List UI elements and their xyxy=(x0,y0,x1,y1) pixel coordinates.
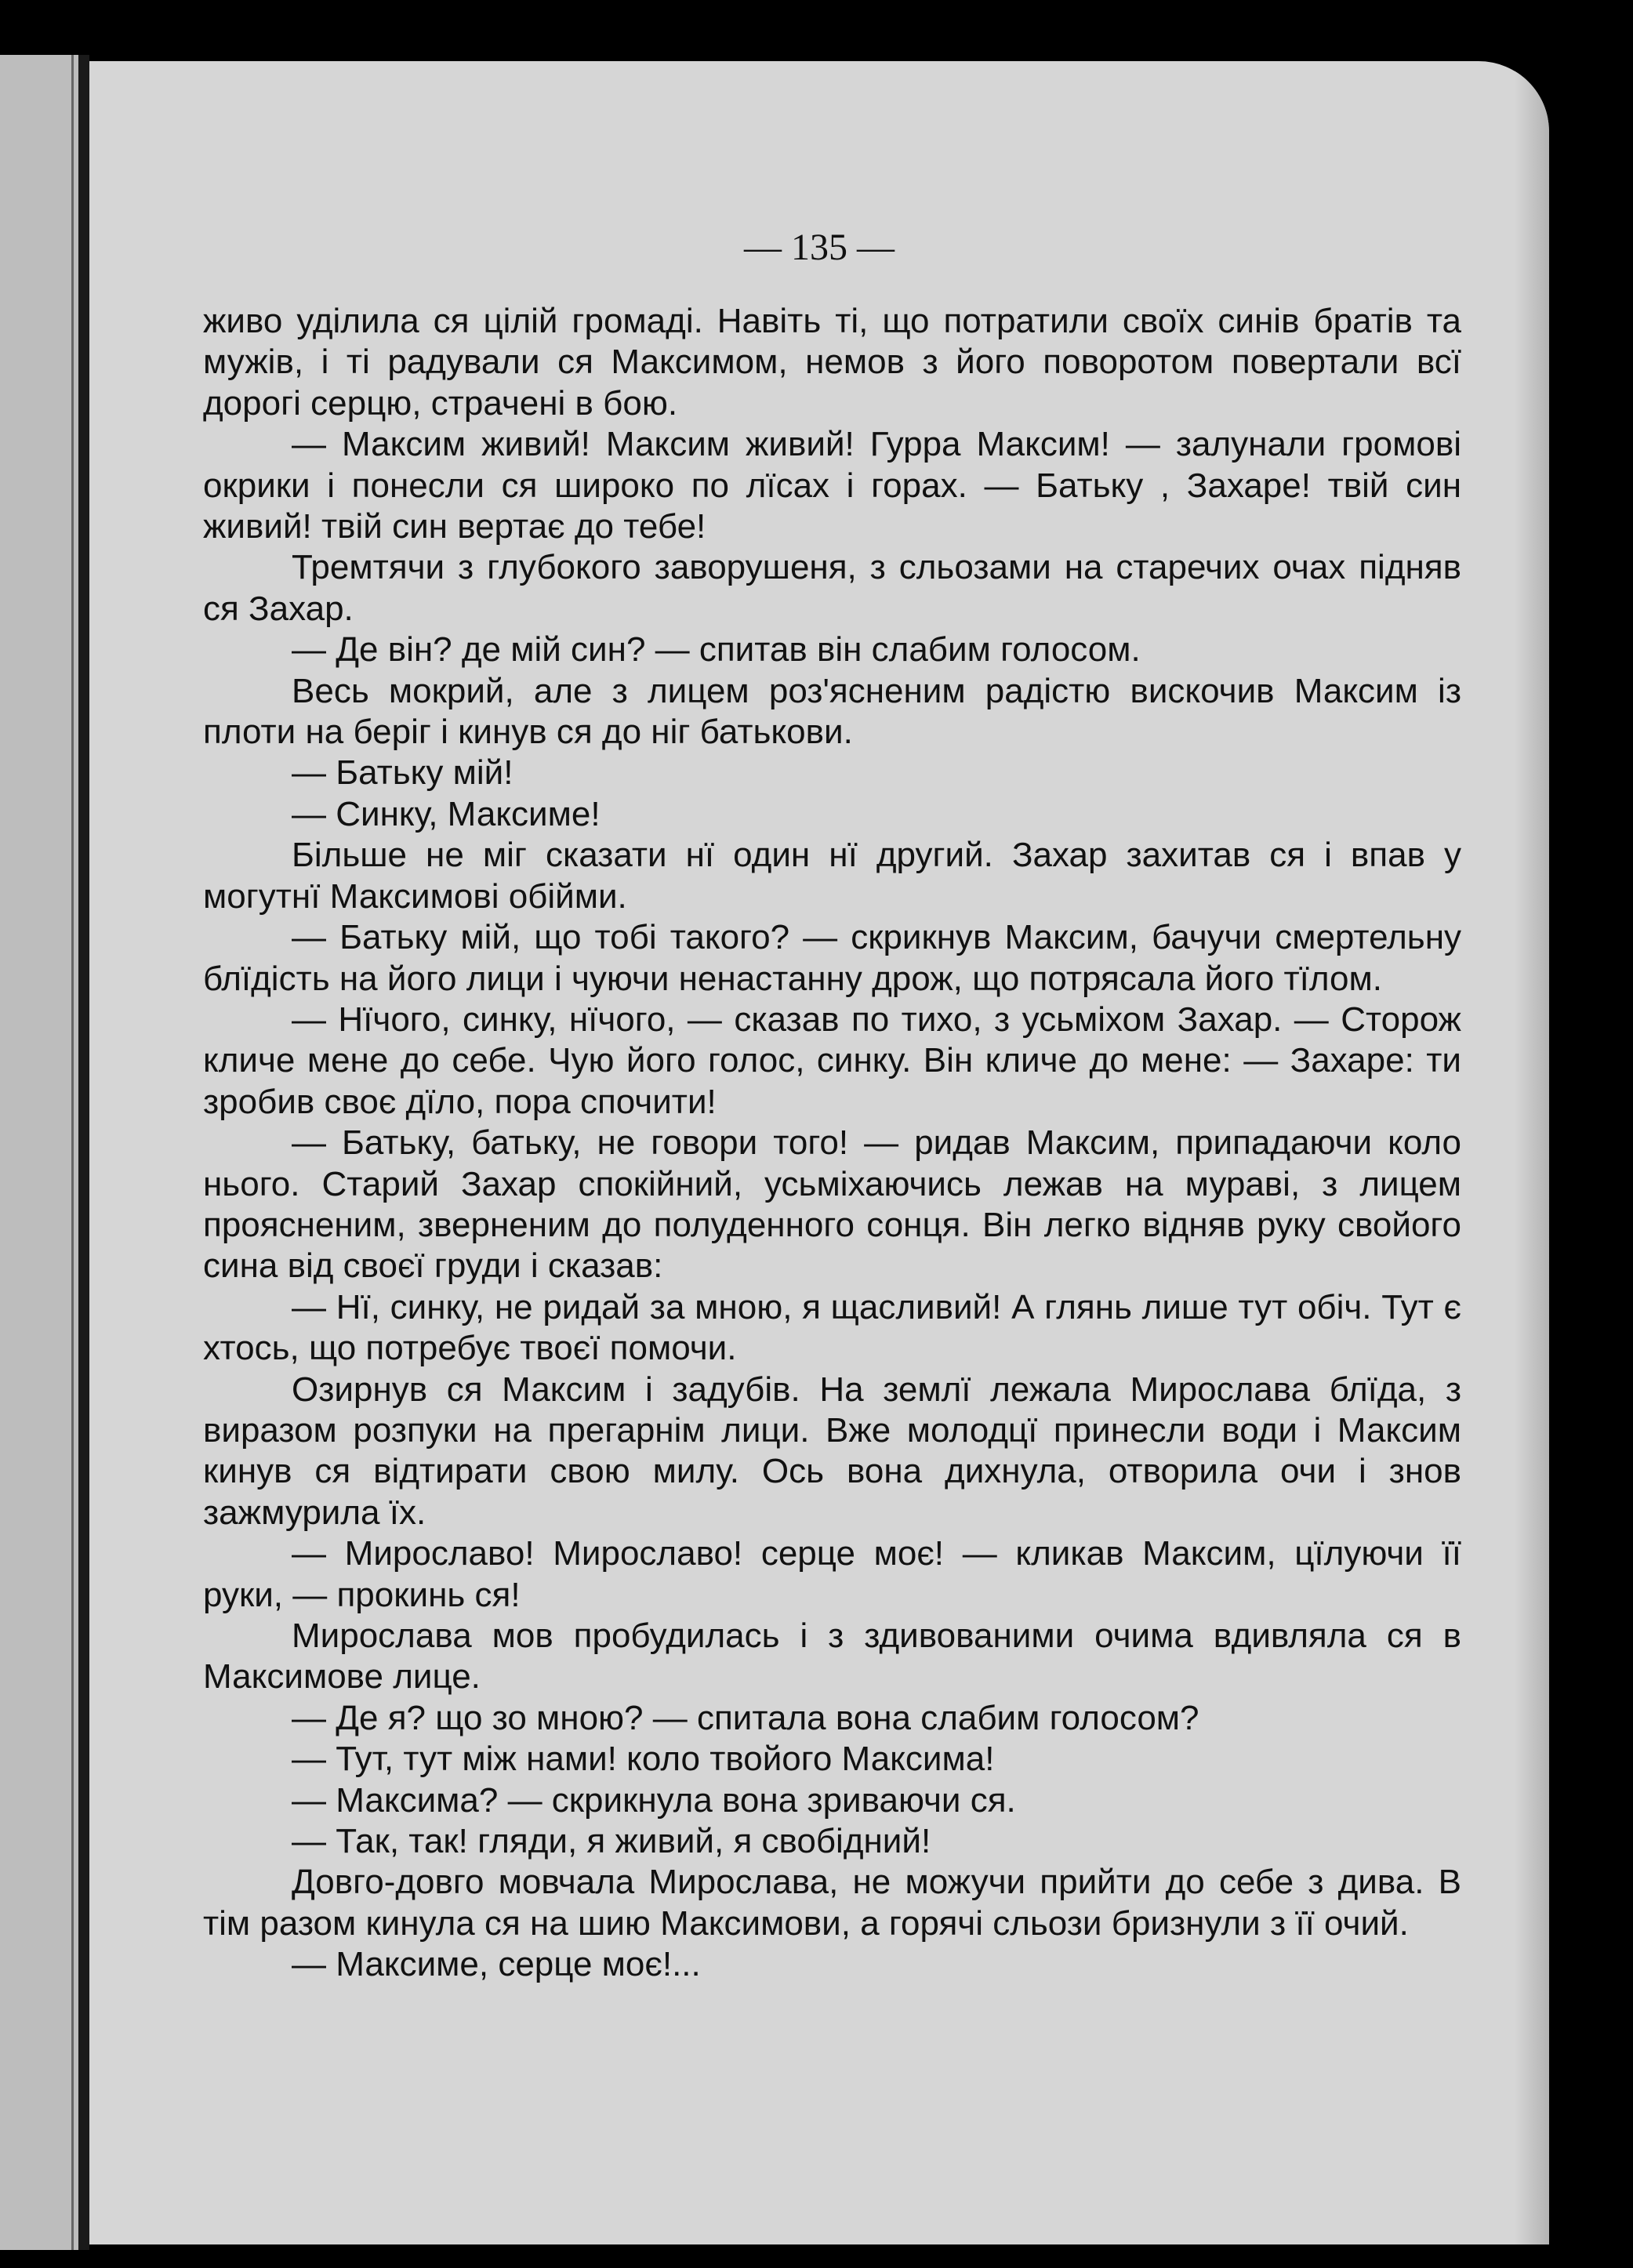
page-edge-shadow xyxy=(1515,61,1549,2244)
paragraph: — Максима? — скрикнула вона зриваючи ся. xyxy=(292,1780,1016,1820)
book-page xyxy=(89,61,1549,2244)
paragraph: — Батьку мій! xyxy=(292,753,513,793)
paragraph: — Нї, синку, не ридай за мною, я щасливий! А глянь лише тут обіч. Тут є хтось, що потребує твоєї помочи. xyxy=(203,1287,1461,1368)
previous-page-edge xyxy=(0,55,78,2250)
paragraph: — Мирославо! Мирославо! серце моє! — кликав Максим, цїлуючи її руки, — прокинь ся! xyxy=(203,1534,1461,1614)
paragraph: Озирнув ся Максим і задубів. На землї лежала Мирослава блїда, з виразом розпуки на прегарнім лици. Вже молодцї принесли води і Максим кинув ся відтирати свою милу. Ось вона дихнула, отворила очи і знов зажмурила їх. xyxy=(203,1370,1461,1532)
paragraph: Мирослава мов пробудилась і з здивованими очима вдивляла ся в Максимове лице. xyxy=(203,1617,1461,1696)
paragraph: — Синку, Максиме! xyxy=(292,794,601,833)
paragraph: — Батьку, батьку, не говори того! — ридав Максим, припадаючи коло нього. Старий Захар спокійний, усьміхаючись лежав на мураві, з лицем проясненим, зверненим до полуденного сонця. Він легко відняв руку свойого сина від своєї груди і сказав: xyxy=(203,1123,1461,1286)
paragraph: Весь мокрий, але з лицем роз'ясненим радістю вискочив Максим із плоти на беріг і кинув ся до ніг батькови. xyxy=(203,671,1461,752)
paragraph: — Батьку мій, що тобі такого? — скрикнув Максим, бачучи смертельну блїдість на його лици і чуючи ненастанну дрож, що потрясала його тїлом. xyxy=(203,918,1461,998)
paragraph: — Де він? де мій син? — спитав він слабим голосом. xyxy=(292,630,1141,670)
paragraph: — Нїчого, синку, нїчого, — сказав по тихо, з усьміхом Захар. — Сторож кличе мене до себе. Чую його голос, синку. Він кличе до мене: — Захаре: ти зробив своє дїло, пора спочити! xyxy=(203,1000,1461,1121)
paragraph: — Так, так! гляди, я живий, я свобідний! xyxy=(292,1822,931,1861)
paragraph: Довго-довго мовчала Мирослава, не можучи прийти до себе з дива. В тім разом кинула ся на шию Максимови, а горячі сльози бризнули з її очий. xyxy=(203,1863,1461,1943)
paragraph: — Тут, тут між нами! коло твойого Максима! xyxy=(292,1740,995,1779)
paragraph: — Максим живий! Максим живий! Гурра Максим! — залунали громові окрики і понесли ся широко по лїсах і горах. — Батьку , Захаре! твій син живий! твій син вертає до тебе! xyxy=(203,425,1461,546)
book-gutter xyxy=(78,55,89,2250)
page-number: — 135 — xyxy=(744,227,895,268)
paragraph: Більше не міг сказати нї один нї другий. Захар захитав ся і впав у могутнї Максимові обійми. xyxy=(203,836,1461,916)
paragraph: — Максиме, серце моє!... xyxy=(292,1945,701,1984)
paragraph: живо уділила ся цілій громаді. Навіть ті, що потратили своїх синів братів та мужів, і ті радували ся Максимом, немов з його поворотом повертали всї дорогі серцю, страчені в бою. xyxy=(203,302,1461,423)
page-text xyxy=(203,301,1461,1986)
paragraph: Тремтячи з глубокого заворушеня, з сльозами на старечих очах підняв ся Захар. xyxy=(203,548,1461,628)
paragraph: — Де я? що зо мною? — спитала вона слабим голосом? xyxy=(292,1698,1199,1737)
